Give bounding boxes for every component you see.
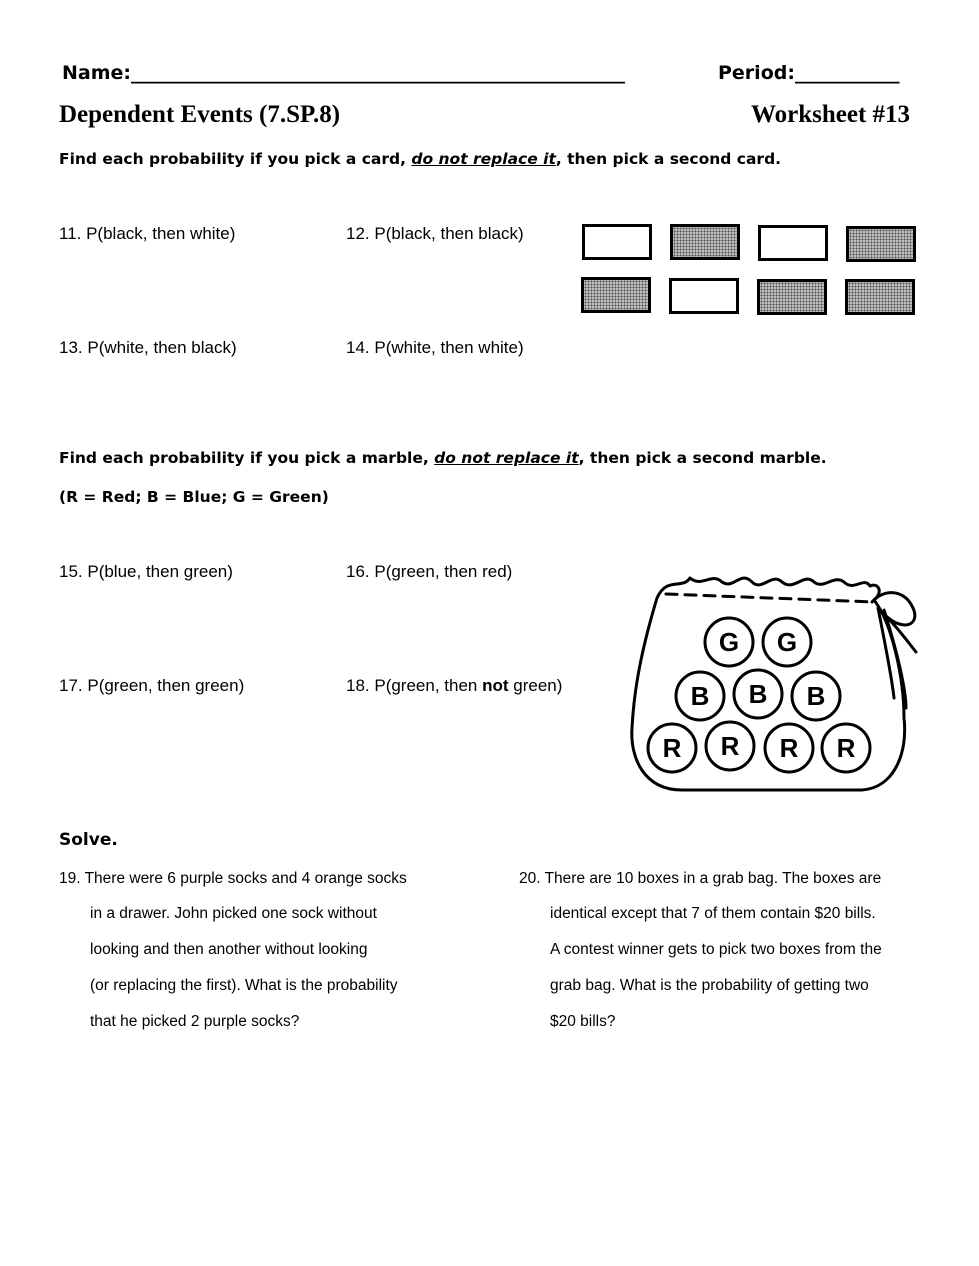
question-12: 12. P(black, then black) — [346, 224, 524, 243]
marble-bag-figure — [622, 568, 922, 798]
question-13: 13. P(white, then black) — [59, 338, 237, 357]
marble-instructions — [59, 449, 827, 467]
q20-line: identical except that 7 of them contain $20 bills. — [550, 905, 876, 922]
question-14: 14. P(white, then white) — [346, 338, 524, 357]
q20-line: $20 bills? — [550, 1013, 616, 1030]
q20-line: A contest winner gets to pick two boxes from the — [550, 941, 882, 958]
instr-text: Find each probability if you pick a marble, — [59, 449, 435, 467]
q18-text-end: green) — [508, 676, 563, 695]
q20-line: grab bag. What is the probability of getting two — [550, 977, 869, 994]
period-label: Period: — [718, 62, 795, 84]
question-16: 16. P(green, then red) — [346, 562, 513, 581]
instr-text-end: , then pick a second marble. — [578, 449, 827, 467]
marble-label-b3: B — [806, 681, 826, 711]
marble-label-g2: G — [776, 627, 798, 657]
card-instructions — [59, 150, 781, 168]
q19-line: 19. There were 6 purple socks and 4 orange socks — [59, 870, 407, 887]
instr-emphasis: do not replace it — [434, 449, 579, 467]
white-card — [582, 224, 652, 260]
period-line[interactable] — [718, 62, 899, 84]
q20-line: 20. There are 10 boxes in a grab bag. The boxes are — [519, 870, 882, 887]
q19-line: in a drawer. John picked one sock without — [90, 905, 377, 922]
instr-emphasis: do not replace it — [411, 150, 556, 168]
q18-bold: not — [482, 676, 509, 695]
name-blank[interactable]: ____________________________________________________ — [131, 62, 626, 84]
white-card — [669, 278, 739, 314]
instr-text: Find each probability if you pick a card, — [59, 150, 412, 168]
black-card — [581, 277, 651, 313]
black-card — [845, 279, 915, 315]
question-18 — [346, 676, 562, 696]
black-card — [670, 224, 740, 260]
q18-text: 18. P(green, then — [346, 676, 483, 695]
q19-line: that he picked 2 purple socks? — [90, 1013, 300, 1030]
name-line[interactable] — [62, 62, 625, 84]
page-title: Dependent Events (7.SP.8) — [59, 101, 341, 128]
black-card — [846, 226, 916, 262]
marble-label-r1: R — [662, 733, 682, 763]
name-label: Name: — [62, 62, 132, 84]
worksheet-number: Worksheet #13 — [751, 101, 911, 128]
q19-line: looking and then another without looking — [90, 941, 368, 958]
marble-label-g1: G — [718, 627, 740, 657]
marble-label-b2: B — [748, 679, 768, 709]
question-11: 11. P(black, then white) — [59, 224, 236, 243]
marble-label-r4: R — [836, 733, 856, 763]
white-card — [758, 225, 828, 261]
question-15: 15. P(blue, then green) — [59, 562, 233, 581]
instr-text-end: , then pick a second card. — [555, 150, 782, 168]
marble-label-r3: R — [779, 733, 799, 763]
marble-label-b1: B — [690, 681, 710, 711]
color-key: (R = Red; B = Blue; G = Green) — [59, 488, 329, 506]
black-card — [757, 279, 827, 315]
q19-line: (or replacing the first). What is the probability — [90, 977, 398, 994]
period-blank[interactable]: ___________ — [794, 62, 900, 84]
marble-label-r2: R — [720, 731, 740, 761]
solve-heading: Solve. — [59, 830, 118, 850]
bag-drawstring — [666, 594, 874, 602]
question-17: 17. P(green, then green) — [59, 676, 245, 695]
